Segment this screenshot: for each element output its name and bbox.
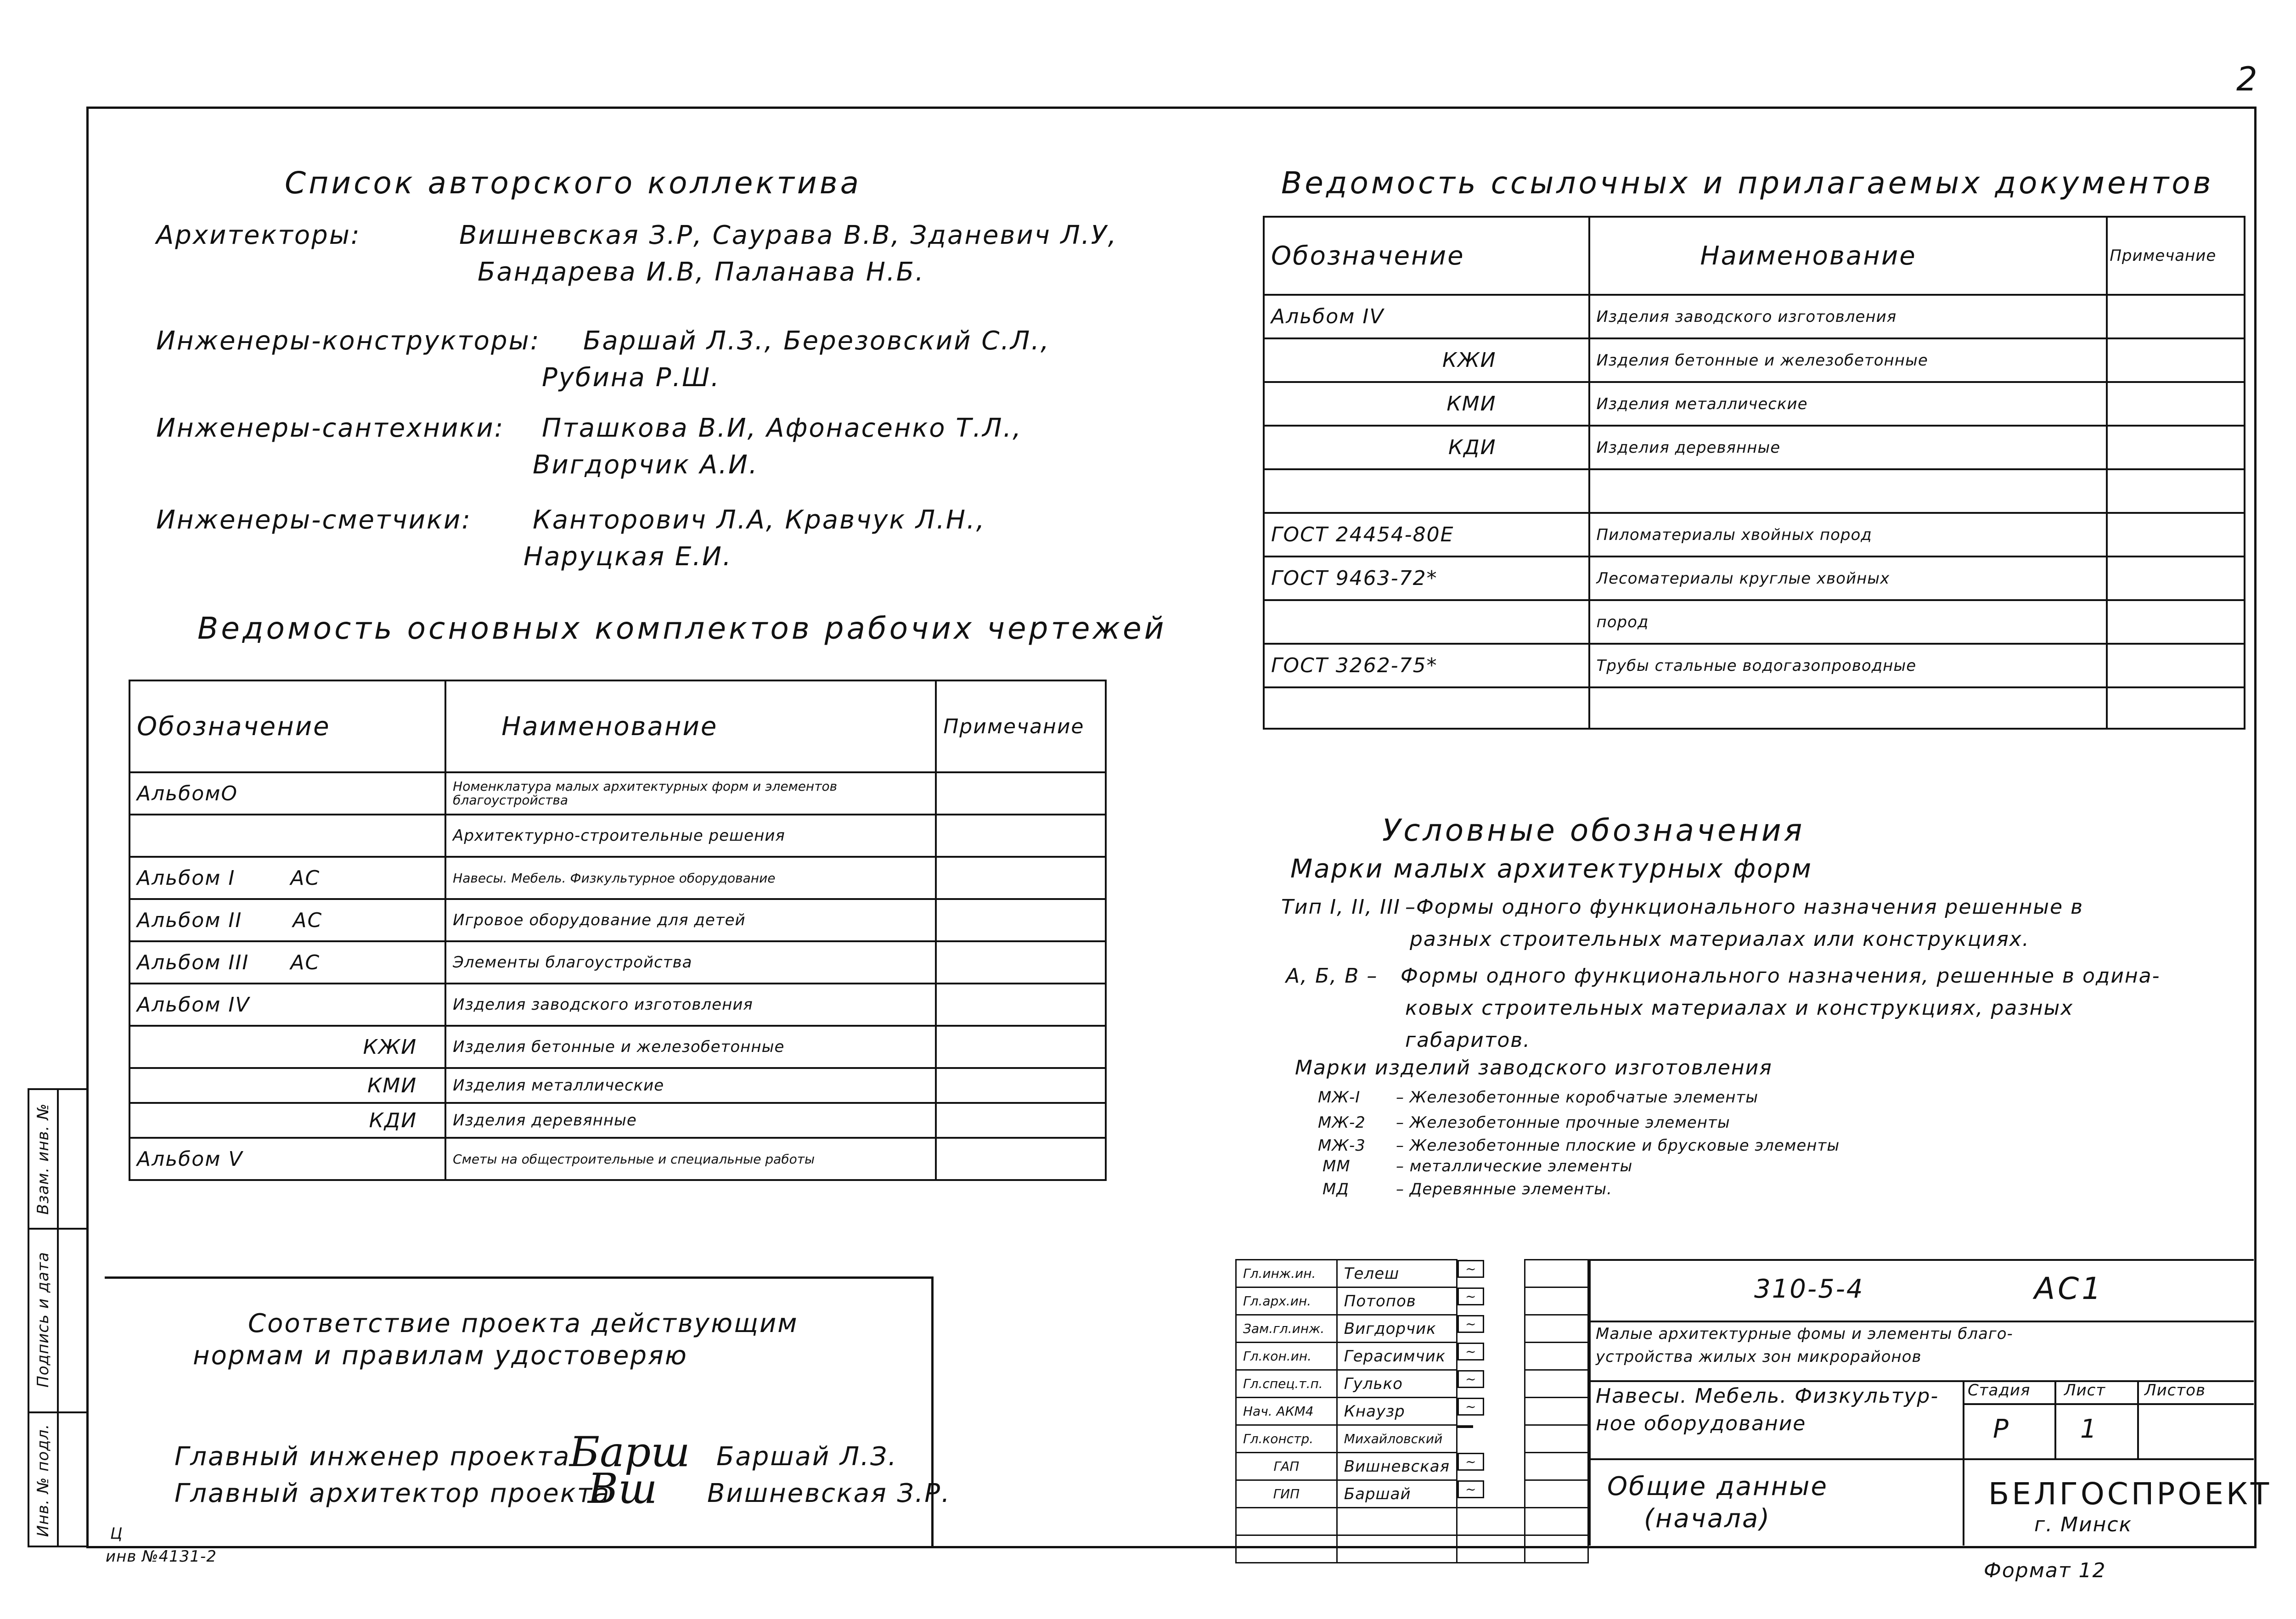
signer-signature: ~ [1458,1370,1484,1388]
signer-signature: ~ [1458,1287,1484,1305]
name-cell: Изделия деревянные [445,1103,936,1138]
project-title-line2: устройства жилых зон микрорайонов [1596,1348,1922,1366]
compliance-line1: Соответствие проекта действующим [248,1309,799,1338]
table-header-code: Обозначение [129,680,445,772]
note-cell [2107,687,2245,729]
table-row [129,1138,1106,1180]
name-cell: Изделия заводского изготовления [445,984,936,1026]
organization-city: г. Минск [2034,1513,2133,1536]
table-row [129,899,1106,941]
side-stamp [28,1088,88,1547]
signer-name: Вигдорчик [1337,1315,1457,1343]
authors-title: Список авторского коллектива [285,165,862,201]
signer-role: ГАП [1236,1453,1337,1480]
authors-role-architects: Архитекторы: [156,220,361,250]
signer-signature: ~ [1458,1315,1484,1333]
signer-row [1236,1398,1588,1425]
name-cell: Навесы. Мебель. Физкультурное оборудование [445,857,936,899]
code-cell: ГОСТ 3262-75* [1264,644,1589,687]
sheet-mark: АС1 [2034,1271,2104,1306]
authors-role-estimators: Инженеры-сметчики: [156,505,472,535]
signer-signature: ~ [1458,1453,1484,1471]
name-cell: Сметы на общестроительные и специальные работы [445,1138,936,1180]
chief-architect-name: Вишневская З.Р. [707,1478,951,1508]
authors-structural-line2: Рубина Р.Ш. [542,363,720,393]
signer-row [1236,1315,1588,1343]
sheet-value: 1 [2080,1414,2098,1444]
note-cell [2107,644,2245,687]
name-cell: Изделия бетонные и железобетонные [1589,338,2107,382]
signers-table [1235,1259,1589,1563]
legend-mark-md: МД [1322,1180,1349,1198]
note-cell [936,772,1106,815]
note-cell [2107,295,2245,338]
name-cell: Изделия бетонные и железобетонные [445,1026,936,1068]
note-cell [2107,513,2245,557]
table-header-name: Наименование [1589,217,2107,295]
table-row [129,1068,1106,1103]
signer-row [1236,1453,1588,1480]
stamp-replacement-inv: Взам. инв. № [34,1103,52,1215]
table-row [1264,469,2245,513]
authors-estimators-line2: Наруцкая Е.И. [523,542,732,572]
signer-role: Гл.инж.ин. [1236,1260,1337,1287]
note-cell [2107,469,2245,513]
name-cell: Элементы благоустройства [445,941,936,984]
signer-row [1236,1343,1588,1370]
signer-row [1236,1287,1588,1315]
name-cell: Изделия заводского изготовления [1589,295,2107,338]
authors-architects-line1: Вишневская З.Р, Саурава В.В, Зданевич Л.У, [459,220,1118,250]
table-row [1264,513,2245,557]
signer-row [1236,1425,1588,1453]
name-cell: Трубы стальные водогазопроводные [1589,644,2107,687]
name-cell: Изделия металлические [445,1068,936,1103]
signer-row [1236,1480,1588,1508]
code-cell: ГОСТ 24454-80Е [1264,513,1589,557]
legend-abv-line2: ковых строительных материалах и конструкциях, разных [1405,996,2074,1020]
signer-name: Телеш [1337,1260,1457,1287]
name-cell: Пиломатериалы хвойных пород [1589,513,2107,557]
signer-role: Зам.гл.инж. [1236,1315,1337,1343]
table-row [129,1026,1106,1068]
signer-row [1236,1260,1588,1287]
table-row [1264,557,2245,600]
table-row [1264,600,2245,644]
code-cell [129,815,445,857]
table-row [1264,295,2245,338]
name-cell: пород [1589,600,2107,644]
signer-role: Гл.арх.ин. [1236,1287,1337,1315]
doc-title-line1: Общие данные [1607,1472,1828,1501]
signer-role: Гл.констр. [1236,1425,1337,1453]
authors-plumbing-line2: Вигдорчик А.И. [533,450,759,480]
signer-signature: ~ [1458,1343,1484,1360]
table-row [1264,338,2245,382]
doc-title-line2: (начала) [1644,1504,1771,1534]
table-row [129,984,1106,1026]
note-cell [936,1068,1106,1103]
name-cell [1589,687,2107,729]
bottom-left-mark: Ц [110,1524,123,1543]
code-cell: Альбом II АС [129,899,445,941]
signer-name: Баршай [1337,1480,1457,1508]
code-cell: Альбом IV [1264,295,1589,338]
signer-role: Нач. АКМ4 [1236,1398,1337,1425]
legend-mark-mzh2: МЖ-2 [1318,1113,1366,1132]
table-header-name: Наименование [445,680,936,772]
table-row [129,1103,1106,1138]
chief-architect-signature: Вш [588,1465,658,1513]
legend-types-line2: разных строительных материалах или конструкциях. [1410,928,2030,951]
organization-name: БЕЛГОСПРОЕКТ [1988,1476,2272,1512]
album-title-line2: ное оборудование [1596,1412,1806,1435]
code-cell: Альбом III АС [129,941,445,984]
legend-text-mzh3: – Железобетонные плоские и брусковые элементы [1396,1136,1840,1155]
legend-abv-line3: габаритов. [1405,1029,1531,1052]
note-cell [936,984,1106,1026]
inventory-number: инв №4131-2 [106,1547,217,1566]
signer-row [1236,1370,1588,1398]
stamp-signature-date: Подпись и дата [34,1252,52,1388]
signer-role: Гл.спец.т.п. [1236,1370,1337,1398]
compliance-line2: нормам и правилам удостоверяю [193,1341,688,1371]
ref-docs-table [1263,216,2245,730]
signer-signature: ~ [1458,1480,1484,1498]
signer-role: ГИП [1236,1480,1337,1508]
note-cell [936,1138,1106,1180]
name-cell [1589,469,2107,513]
code-cell: КМИ [1264,382,1589,426]
name-cell: Изделия деревянные [1589,426,2107,469]
code-cell: Альбом IV [129,984,445,1026]
authors-plumbing-line1: Пташкова В.И, Афонасенко Т.Л., [542,413,1023,443]
legend-text-md: – Деревянные элементы. [1396,1180,1612,1198]
code-cell [1264,469,1589,513]
legend-subtitle-forms: Марки малых архитектурных форм [1290,854,1813,884]
table-row [1264,426,2245,469]
stamp-inv-original: Инв. № подл. [34,1423,52,1537]
code-cell [1264,600,1589,644]
note-cell [936,857,1106,899]
table-header-row [1264,217,2245,295]
note-cell [2107,338,2245,382]
legend-mark-mzh3: МЖ-3 [1318,1136,1366,1155]
note-cell [2107,426,2245,469]
table-header-note: Примечание [936,680,1106,772]
main-sets-title: Ведомость основных комплектов рабочих чертежей [197,611,1167,646]
code-cell: Альбом I АС [129,857,445,899]
table-header-row [129,680,1106,772]
album-title-line1: Навесы. Мебель. Физкультур- [1596,1384,1939,1408]
chief-engineer-signature: Барш [569,1428,690,1476]
code-cell: АльбомО [129,772,445,815]
code-cell: КЖИ [129,1026,445,1068]
note-cell [936,1026,1106,1068]
signer-name: Герасимчик [1337,1343,1457,1370]
signer-name: Вишневская [1337,1453,1457,1480]
legend-text-mzh1: – Железобетонные коробчатые элементы [1396,1088,1759,1107]
table-row [129,941,1106,984]
stage-label: Стадия [1968,1381,2031,1400]
signer-signature: ~ [1458,1260,1484,1278]
authors-architects-line2: Бандарева И.В, Паланава Н.Б. [478,257,925,287]
authors-role-plumbing: Инженеры-сантехники: [156,413,505,443]
legend-subtitle-products: Марки изделий заводского изготовления [1295,1056,1773,1079]
code-cell [1264,687,1589,729]
legend-mark-mm: ММ [1322,1157,1351,1175]
doc-code: 310-5-4 [1754,1274,1864,1304]
code-cell: КМИ [129,1068,445,1103]
chief-architect-label: Главный архитектор проекта [174,1478,611,1508]
note-cell [2107,557,2245,600]
note-cell [936,899,1106,941]
table-row [1264,687,2245,729]
table-row [129,857,1106,899]
table-row [1264,644,2245,687]
page-number: 2 [2236,60,2257,98]
name-cell: Номенклатура малых архитектурных форм и элементов благоустройства [445,772,936,815]
table-row [129,772,1106,815]
signer-name: Гулько [1337,1370,1457,1398]
note-cell [2107,600,2245,644]
sheet-label: Лист [2064,1381,2106,1400]
legend-mark-mzh1: МЖ-I [1318,1088,1361,1107]
legend-title: Условные обозначения [1382,813,1805,848]
note-cell [936,815,1106,857]
note-cell [936,1103,1106,1138]
table-row [129,815,1106,857]
authors-estimators-line1: Канторович Л.А, Кравчук Л.Н., [533,505,986,535]
authors-structural-line1: Баршай Л.З., Березовский С.Л., [583,326,1050,356]
legend-mark-abv: А, Б, В – [1286,964,1378,988]
signer-name: Михайловский [1337,1425,1457,1453]
chief-engineer-name: Баршай Л.З. [716,1442,898,1472]
authors-role-structural: Инженеры-конструкторы: [156,326,540,356]
table-header-note: Примечание [2107,217,2245,295]
name-cell: Архитектурно-строительные решения [445,815,936,857]
code-cell: КДИ [1264,426,1589,469]
legend-mark-types: Тип I, II, III [1281,895,1401,919]
sheet-format: Формат 12 [1984,1559,2106,1582]
signer-name: Кнаузр [1337,1398,1457,1425]
name-cell: Изделия металлические [1589,382,2107,426]
ref-docs-title: Ведомость ссылочных и прилагаемых документов [1281,165,2214,201]
main-sets-table [129,680,1107,1181]
sheets-label: Листов [2144,1381,2206,1400]
legend-abv-line1: Формы одного функционального назначения, решенные в одина- [1401,964,2161,988]
legend-text-mzh2: – Железобетонные прочные элементы [1396,1113,1730,1132]
signer-signature [1458,1425,1473,1428]
note-cell [936,941,1106,984]
code-cell: КДИ [129,1103,445,1138]
note-cell [2107,382,2245,426]
signer-role: Гл.кон.ин. [1236,1343,1337,1370]
project-title-line1: Малые архитектурные фомы и элементы благо- [1596,1325,2013,1343]
table-header-code: Обозначение [1264,217,1589,295]
name-cell: Игровое оборудование для детей [445,899,936,941]
chief-engineer-label: Главный инженер проекта [174,1442,571,1472]
signer-name: Потопов [1337,1287,1457,1315]
legend-types-line1: –Формы одного функционального назначения решенные в [1405,895,2083,919]
stage-value: Р [1993,1414,2010,1444]
code-cell: КЖИ [1264,338,1589,382]
legend-text-mm: – металлические элементы [1396,1157,1633,1175]
table-row [1264,382,2245,426]
code-cell: Альбом V [129,1138,445,1180]
code-cell: ГОСТ 9463-72* [1264,557,1589,600]
signer-signature: ~ [1458,1398,1484,1416]
name-cell: Лесоматериалы круглые хвойных [1589,557,2107,600]
